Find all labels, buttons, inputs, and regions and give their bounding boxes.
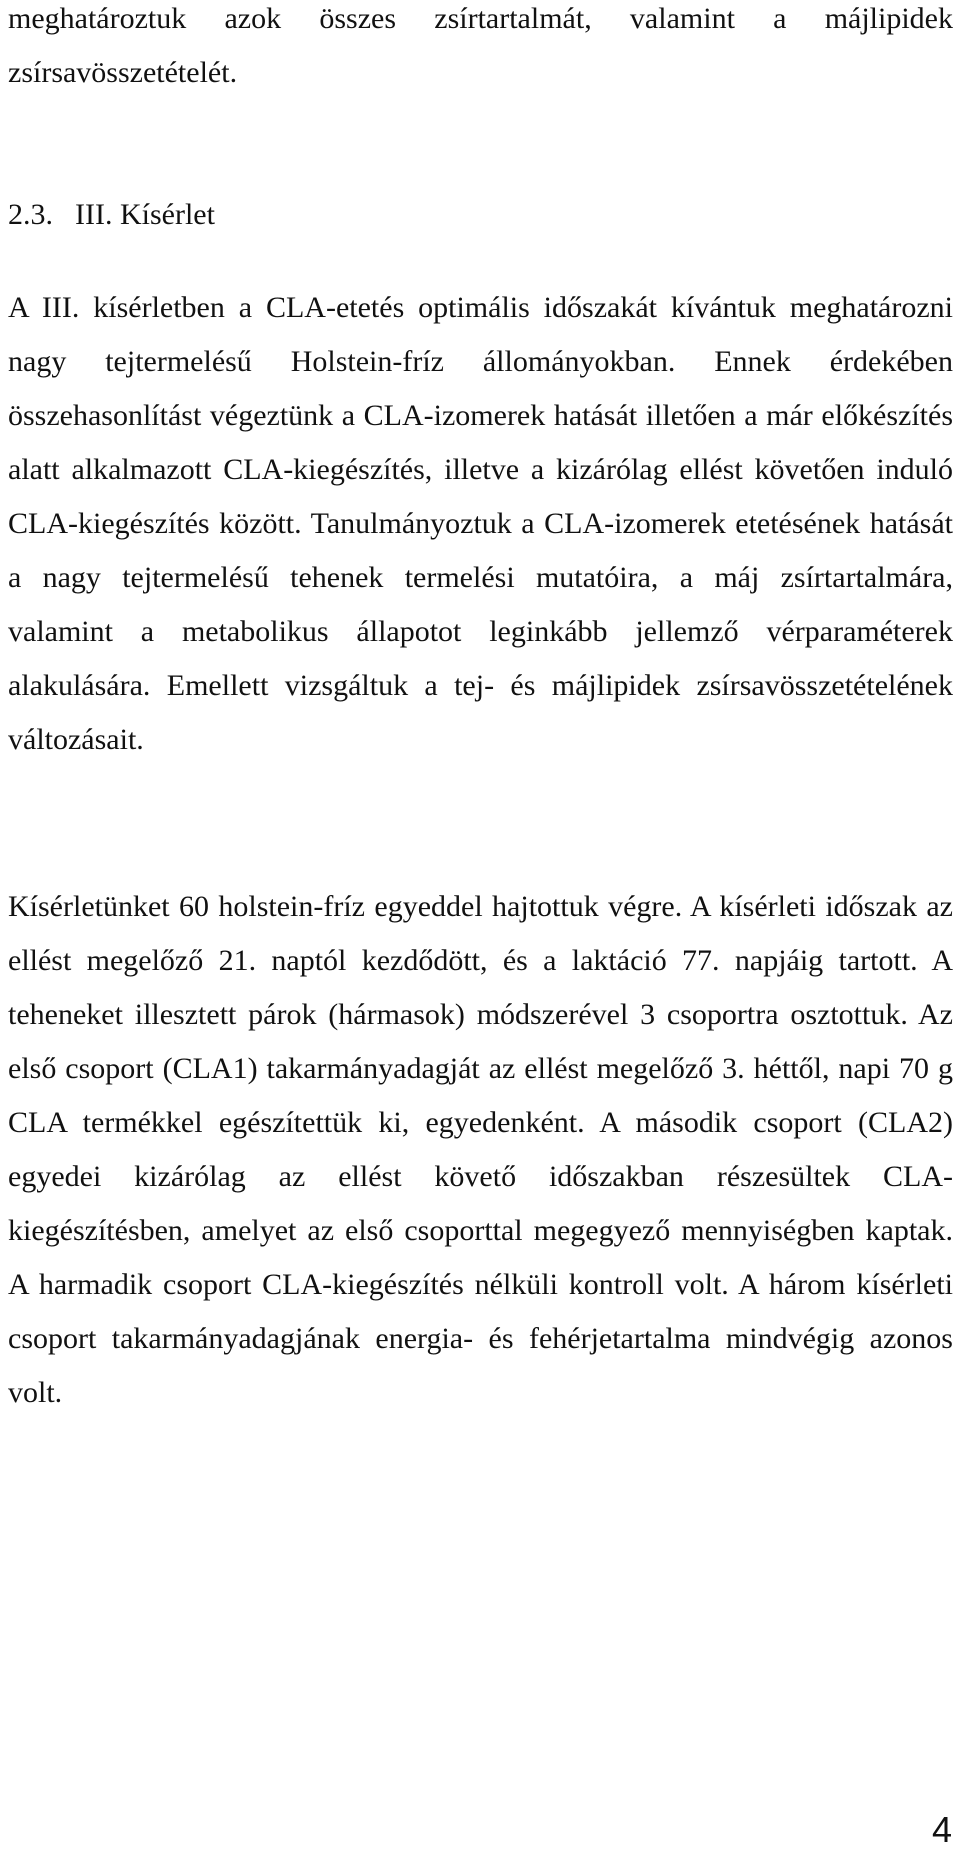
intro-paragraph: meghatároztuk azok összes zsírtartalmát, valamint a májlipidek zsírsavösszetételét. xyxy=(8,2,953,89)
section-number: 2.3. xyxy=(8,198,53,231)
body-paragraph: A III. kísérletben a CLA-etetés optimális időszakát kívántuk meghatározni nagy tejtermelésű Holstein-fríz állományokban. Ennek érdekében összehasonlítást végeztünk a CLA-izomerek hatását illetően a már előkészítés alatt alkalmazott CLA-kiegészítés, illetve a kizárólag ellést követően induló CLA-kiegészítés között. Tanulmányoztuk a CLA-izomerek etetésének hatását a nagy tejtermelésű tehenek termelési mutatóira, a máj zsírtartalmára, valamint a metabolikus állapotot leginkább jellemző vérparaméterek alakulására. Emellett vizsgáltuk a tej- és májlipidek zsírsavösszetételének változásait. xyxy=(8,291,953,756)
body-paragraph: Kísérletünket 60 holstein-fríz egyeddel hajtottuk végre. A kísérleti időszak az ellést megelőző 21. naptól kezdődött, és a laktáció 77. napjáig tartott. A teheneket illesztett párok (hármasok) módszerével 3 csoportra osztottuk. Az első csoport (CLA1) takarmányadagját az ellést megelőző 3. héttől, napi 70 g CLA termékkel egészítettük ki, egyedenként. A második csoport (CLA2) egyedei kizárólag az ellést követő időszakban részesültek CLA-kiegészítésben, amelyet az első csoporttal megegyező mennyiségben kaptak. A harmadik csoport CLA-kiegészítés nélküli kontroll volt. A három kísérleti csoport takarmányadagjának energia- és fehérjetartalma mindvégig azonos volt. xyxy=(8,890,953,1409)
section-title: III. Kísérlet xyxy=(75,198,215,231)
section-heading xyxy=(8,188,215,242)
page-number: 4 xyxy=(931,1809,952,1850)
